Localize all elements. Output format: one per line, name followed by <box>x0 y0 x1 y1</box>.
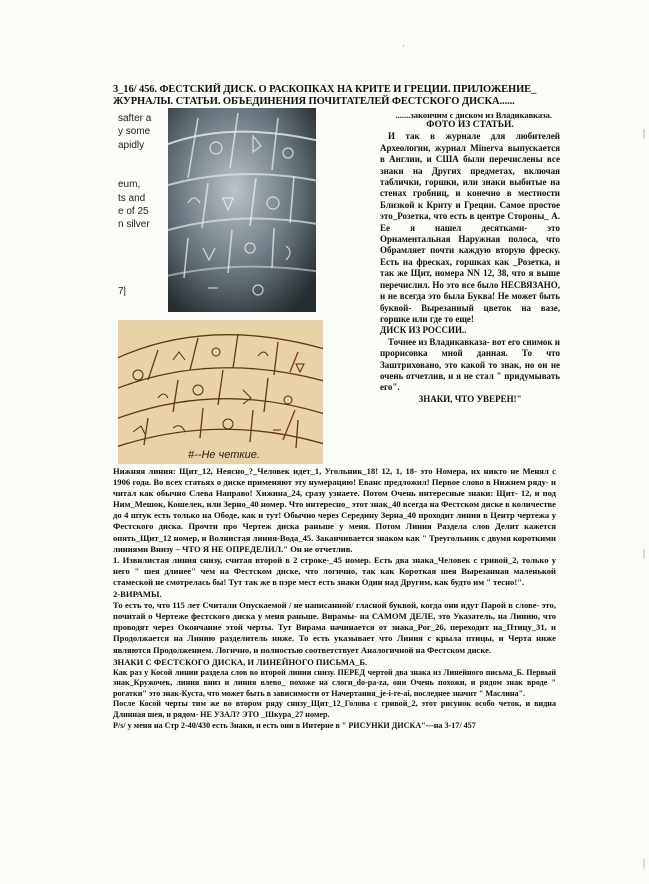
text-fragment: y some <box>118 126 151 138</box>
right-column <box>380 120 560 405</box>
disk-tracing-image <box>118 320 323 464</box>
page-mark: ˈ <box>402 44 406 55</box>
text-fragment <box>118 232 166 245</box>
paragraph: После Косой черты тим же во втором ряду снизу_Щит_12_Голова с гривой_2, этот рисунок особо четок, и видна Длинная шея, и рядом- НЕ УЗАЛ? ЭТО _Шкура_27 номер. <box>113 699 556 720</box>
section-heading: ЗНАКИ С ФЕСТСКОГО ДИСКА, И ЛИНЕЙНОГО ПИСЬМА_Б. <box>113 656 368 667</box>
text-fragment <box>118 298 166 311</box>
paragraph: P/s/ у меня на Стр 2-40/430 есть Знаки, и есть они в Интерне в " РИСУНКИ ДИСКА"---на 3-17/ 457 <box>113 720 476 730</box>
disk-photo <box>168 108 316 312</box>
cropped-english-text <box>118 112 166 320</box>
disk-drawing <box>118 320 323 464</box>
drawing-caption: #--Не четкие. <box>188 449 260 461</box>
paragraph: 1. Извилистая линия снизу, считая второй в 2 строке-_45 номер. Есть два знака_Человек с гривой_2, только у него " шея длинее" чем на Фестском диске, что логично, так как Короткая шея Вырезанная маленькой стамеской не смотрелась бы! Тут так же в пэре мест есть знаки Один над Другим, как будто им " тесно!". <box>113 554 556 587</box>
section-title: ФОТО ИЗ СТАТЬИ. <box>426 120 514 130</box>
paragraph: Нижняя линия: Щит_12, Неясно_?_Человек идет_1, Угольник_18! 12, 1, 18- это Номера, их никто не Менял с 1906 года. Во всех статьях о диске применяют эту нумерацию! Еванс предложил! Первое слово в Нижнем ряду- и читал как обычно Слева Направо! Хижина_24, сразу узнаете. Потом Очень интересные знаки: Щит- 12, и под Ним_Мешок, Кошелек, или Зерно_40 номер. Что интересно_ этот знак_40 всегда на Фестском диске в количестве до 4 штук есть только на Ободе, как и тут! Обычно через Середину Зерна_40 проходит линия в Центр чертежа у Фестского диска. Прочти про Чертеж диска раньше у меня. Потом Линия Раздела слов Делит кажется опять_Щит_12 номер, и Волнистая линия-Вода_45. Заканчивается знаком как " Треугольник с двумя короткими линиями Внизу – ЧТО Я НЕ ОПРЕДЕЛИЛ." Он не отчетлив. <box>113 466 556 554</box>
text-fragment <box>118 258 166 271</box>
section-heading: ЗНАКИ, ЧТО УВЕРЕН!" <box>418 393 522 404</box>
text-fragment: safter a <box>118 113 152 124</box>
edge-mark: | <box>642 858 645 869</box>
text-fragment <box>118 245 166 258</box>
text-fragment: ts and <box>118 192 146 204</box>
paragraph: Как раз у Косой линии раздела слов во второй линии снизу. ПЕРЕД чертой два знака из Линейного письма_Б. Первый знак_Кружочек, линия вниз и линия влево_ похоже на слоги_do-pa-za, они Очень похожи, и рядом знак вроде " рогатки" это знак-Куста, что может быть в зависимости от Начертания_je-i-re-ai, последнее значит " Маслина". <box>113 667 556 698</box>
paragraph: И так в журнале для любителей Археологии, журнал Minerva выпускается в Англии, и США были перечислены все знаки на Других предметах, включая таблички, горшки, или знаки выбитые на стенах гробниц, и конечно в местности Близкой к Криту и Греции. Самое простое это_Розетка, что есть в центре Стороны_ А. Ее я нашел десятками- это Орнаментальная Наружная полоса, что Обрамляет почти каждую вторую фреску. Есть на фресках, горшках как _Розетка, и так же Щит, номера NN 12, 38, что я выше перечислил. Но это все было НЕСВЯЗАНО, и не всегда это была Буква! Не может быть буквой- Вырезанный цветок на вазе, горшке или где то еще! <box>380 131 560 324</box>
text-fragment <box>118 272 166 285</box>
text-fragment <box>118 165 166 178</box>
sub-caption: .......закончим с диском из Владикавказа. <box>395 110 552 120</box>
paragraph: Точнее из Владикавказа- вот его снимок и прорисовка мной данная. То что Заштриховано, это какой то знак, но он не очень отчетлив, и я не стал " придумывать его". <box>380 336 560 393</box>
text-fragment: apidly <box>118 139 145 151</box>
paragraph: То есть то, что 115 лет Считали Опускаемой / не написанной/ гласной буквой, когда они идут Парой в слове- это, почитай о Чертеже фестского диска у меня раньше. Вирамы- на САМОМ ДЕЛЕ, это Указатель, на Линию, что проводят через Окончание этой черты. Тут Вирама начинается от знака_Рог_26, переходит на_Птицу_31, и Продолжается на Линию разделитель ниже. То есть указывает что Линия с крыла птицы, и Черта ниже являются Продолжением. Логично, и полностью соответствует Аналогичной на Фестском диске. <box>113 600 556 655</box>
text-fragment: 7| <box>118 285 127 297</box>
text-fragment: n silver <box>118 219 150 231</box>
text-fragment: eum, <box>118 179 141 191</box>
text-fragment: e of 25 <box>118 206 149 218</box>
main-text <box>113 466 556 731</box>
text-fragment <box>118 152 166 165</box>
edge-mark: | <box>642 128 645 139</box>
section-heading: ДИСК ИЗ РОССИИ.. <box>380 325 467 336</box>
edge-mark: | <box>642 548 645 559</box>
section-heading: 2-ВИРАМЫ. <box>113 589 162 600</box>
engraved-disk-image <box>168 108 316 312</box>
page-title: 3_16/ 456. ФЕСТСКИЙ ДИСК. О РАСКОПКАХ НА КРИТЕ И ГРЕЦИИ. ПРИЛОЖЕНИЕ_ ЖУРНАЛЫ. СТАТЬИ. ОБЪЕДИНЕНИЯ ПОЧИТАТЕЛЕЙ ФЕСТСКОГО ДИСКА...... <box>113 84 537 107</box>
